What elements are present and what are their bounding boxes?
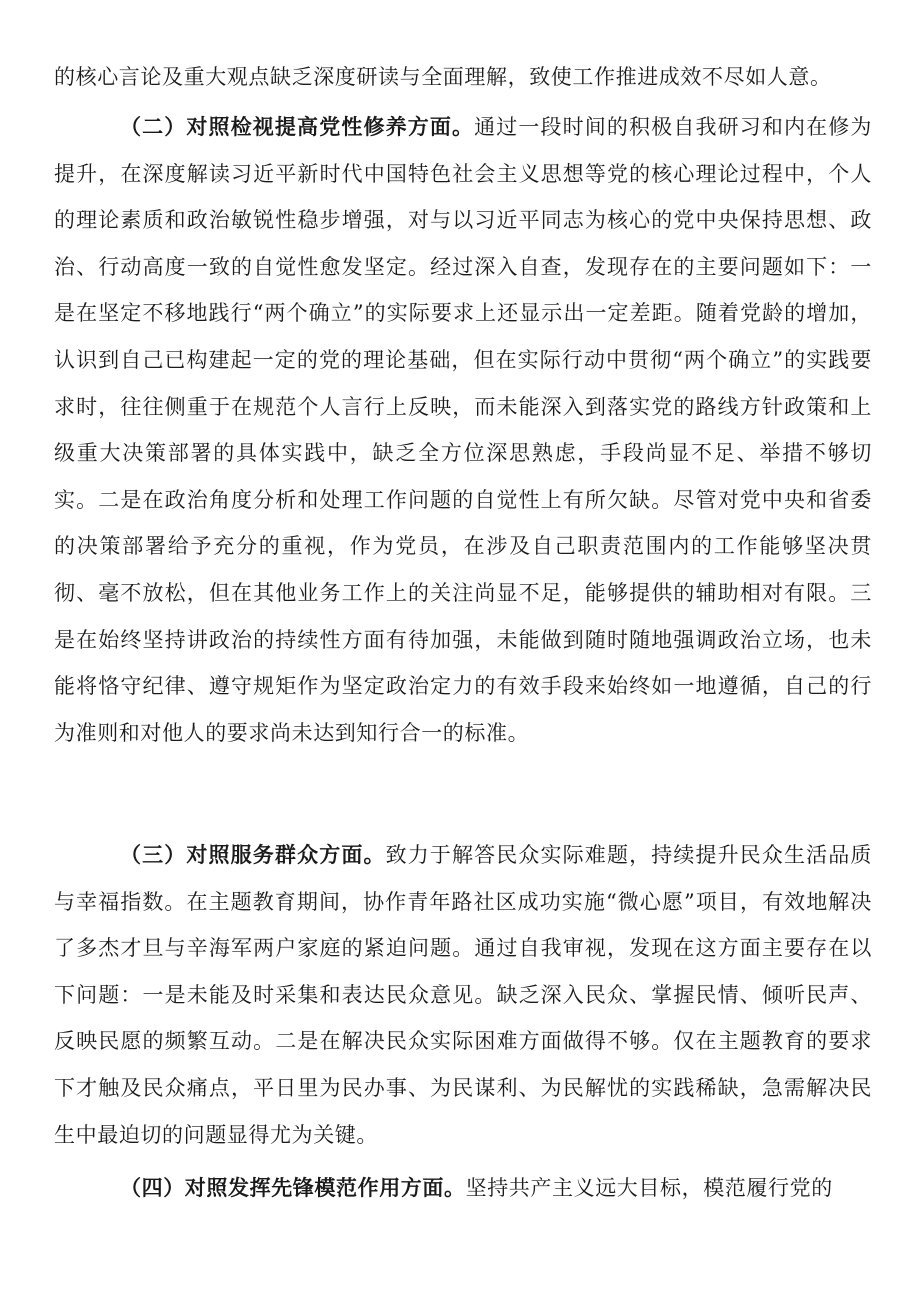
section-2-party-spirit	[54, 104, 872, 756]
section-4-vanguard-role	[54, 1165, 872, 1212]
paragraph-text: 坚持共产主义远大目标，模范履行党的	[465, 1176, 833, 1200]
paragraph-text: 致力于解答民众实际难题，持续提升民众生活品质与幸福指数。在主题教育期间，协作青年路社区成功实施“微心愿”项目，有效地解决了多杰才旦与辛海军两户家庭的紧迫问题。通过自我审视，发现在这方面主要存在以下问题：一是未能及时采集和表达民众意见。缺乏深入民众、掌握民情、倾听民声、反映民愿的频繁互动。二是在解决民众实际困难方面做得不够。仅在主题教育的要求下才触及民众痛点，平日里为民办事、为民谋利、为民解忧的实践稀缺，急需解决民生中最迫切的问题显得尤为关键。	[54, 843, 873, 1147]
section-heading: （二）对照检视提高党性修养方面。	[120, 114, 475, 139]
paragraph-text: 通过一段时间的积极自我研习和内在修为提升，在深度解读习近平新时代中国特色社会主义思想等党的核心理论过程中，个人的理论素质和政治敏锐性稳步增强，对与以习近平同志为核心的党中央保持思想、政治、行动高度一致的自觉性愈发坚定。经过深入自查，发现存在的主要问题如下：一是在坚定不移地践行“两个确立”的实际要求上还显示出一定差距。随着党龄的增加，认识到自己已构建起一定的党的理论基础，但在实际行动中贯彻“两个确立”的实践要求时，往往侧重于在规范个人言行上反映，而未能深入到落实党的路线方针政策和上级重大决策部署的具体实践中，缺乏全方位深思熟虑，手段尚显不足、举措不够切实。二是在政治角度分析和处理工作问题的自觉性上有所欠缺。尽管对党中央和省委的决策部署给予充分的重视，作为党员，在涉及自己职责范围内的工作能够坚决贯彻、毫不放松，但在其他业务工作上的关注尚显不足，能够提供的辅助相对有限。三是在始终坚持讲政治的持续性方面有待加强，未能做到随时随地强调政治立场，也未能将恪守纪律、遵守规矩作为坚定政治定力的有效手段来始终如一地遵循，自己的行为准则和对他人的要求尚未达到知行合一的标准。	[54, 115, 872, 745]
section-heading: （四）对照发挥先锋模范作用方面。	[120, 1175, 466, 1200]
section-3-serving-masses	[54, 832, 872, 1158]
paragraph-continuation	[54, 54, 872, 101]
section-heading: （三）对照服务群众方面。	[120, 842, 386, 867]
paragraph-text: 的核心言论及重大观点缺乏深度研读与全面理解，致使工作推进成效不尽如人意。	[54, 65, 832, 89]
